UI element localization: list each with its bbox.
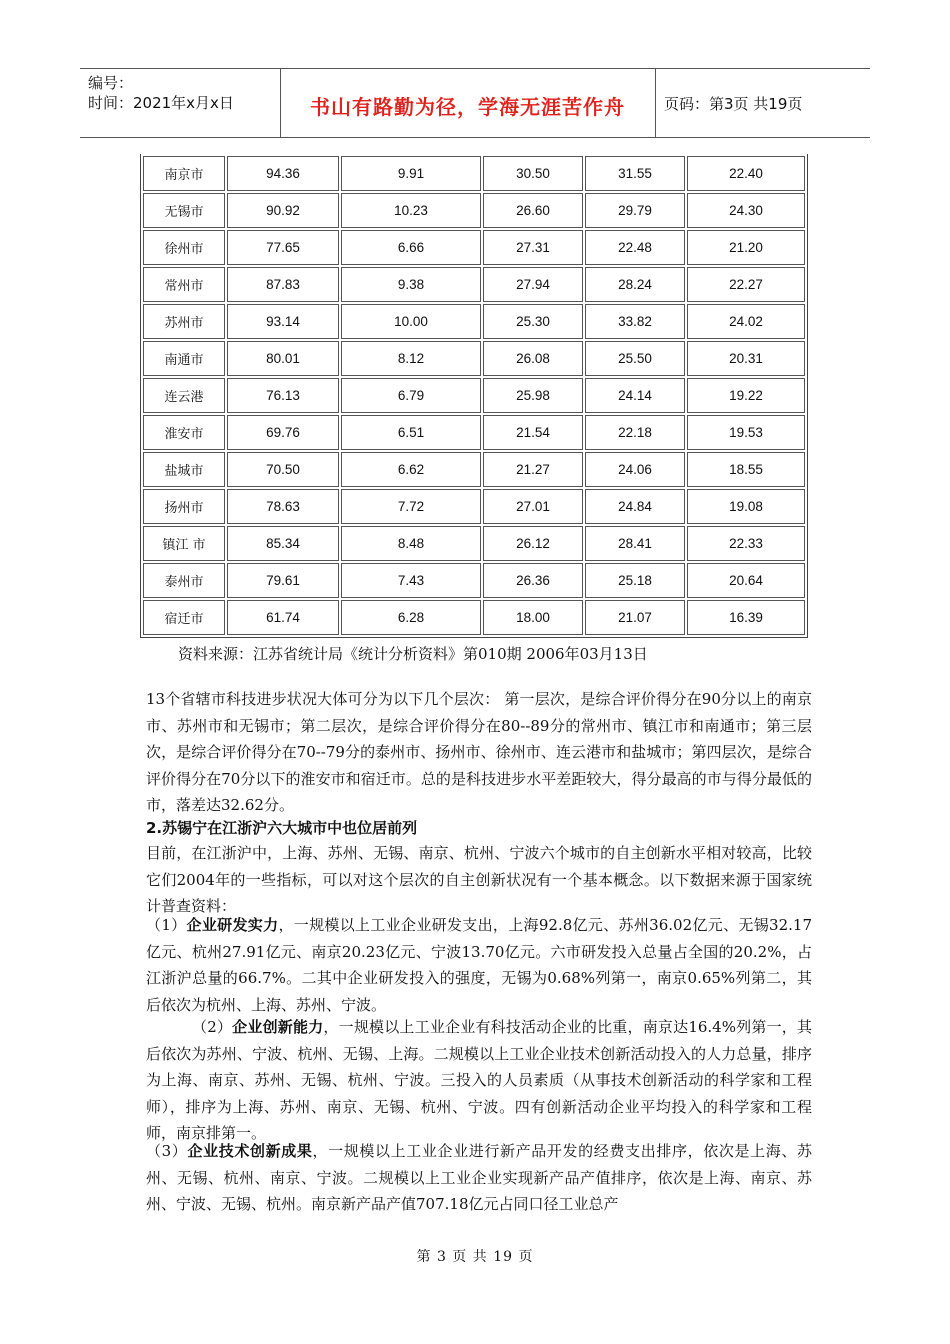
item-title: 企业研发实力 [186,916,279,934]
page-footer: 第 3 页 共 19 页 [416,1249,534,1265]
value-cell: 27.94 [483,267,583,302]
value-cell: 19.22 [687,378,805,413]
value-cell: 76.13 [227,378,339,413]
value-cell: 6.51 [341,415,481,450]
city-name-cell: 扬州市 [143,489,225,524]
value-cell: 31.55 [585,156,685,191]
value-cell: 29.79 [585,193,685,228]
paragraph-tiers: 13个省辖市科技进步状况大体可分为以下几个层次： 第一层次，是综合评价得分在90分以上的南京市、苏州市和无锡市；第二层次，是综合评价得分在80--89分的常州市、镇江市和南通市；第三层次，是综合评价得分在70--79分的泰州市、扬州市、徐州市、连云港市和盐城市；第四层次，是综合评价得分在70分以下的淮安市和宿迁市。总的是科技进步水平差距较大，得分最高的市与得分最低的市，落差达32.62分。 [146,690,812,814]
item-text: ，一规模以上工业企业研发支出，上海92.8亿元、苏州36.02亿元、无锡32.17亿元、杭州27.91亿元、南京20.23亿元、宁波13.70亿元。六市研发投入总量占全国的20.2%，占江浙沪总量的66.7%。二其中企业研发投入的强度，无锡为0.68%列第一，南京0.65%列第二，其后依次为杭州、上海、苏州、宁波。 [146,916,812,1014]
value-cell: 25.98 [483,378,583,413]
time-label: 时间：2021年x月x日 [88,94,234,112]
value-cell: 18.55 [687,452,805,487]
value-cell: 87.83 [227,267,339,302]
paragraph-innovation-ability [146,1014,812,1147]
value-cell: 18.00 [483,600,583,635]
header-meta [88,73,234,113]
value-cell: 10.23 [341,193,481,228]
value-cell: 28.24 [585,267,685,302]
value-cell: 6.66 [341,230,481,265]
value-cell: 22.40 [687,156,805,191]
value-cell: 27.31 [483,230,583,265]
table-row [143,415,805,450]
item-number: （1） [146,916,187,934]
value-cell: 93.14 [227,304,339,339]
value-cell: 80.01 [227,341,339,376]
header-motto: 书山有路勤为径，学海无涯苦作舟 [310,95,625,119]
city-name-cell: 徐州市 [143,230,225,265]
section-heading: 2.苏锡宁在江浙沪六大城市中也位居前列 [146,819,418,837]
value-cell: 25.18 [585,563,685,598]
page-number-label: 页码：第3页 共19页 [664,95,803,113]
paragraph-innovation-results [146,1138,812,1218]
value-cell: 20.64 [687,563,805,598]
value-cell: 9.38 [341,267,481,302]
value-cell: 69.76 [227,415,339,450]
table-row [143,267,805,302]
value-cell: 94.36 [227,156,339,191]
item-number: （3） [146,1142,188,1160]
city-name-cell: 南京市 [143,156,225,191]
value-cell: 21.54 [483,415,583,450]
value-cell: 22.18 [585,415,685,450]
table-body [143,156,805,635]
value-cell: 24.06 [585,452,685,487]
value-cell: 26.36 [483,563,583,598]
table-source: 资料来源：江苏省统计局《统计分析资料》第010期 2006年03月13日 [178,645,648,663]
value-cell: 22.33 [687,526,805,561]
value-cell: 24.84 [585,489,685,524]
city-score-table [140,154,808,638]
table-row [143,526,805,561]
value-cell: 22.27 [687,267,805,302]
value-cell: 70.50 [227,452,339,487]
header-divider [655,69,656,137]
table-row [143,563,805,598]
value-cell: 78.63 [227,489,339,524]
item-title: 企业创新能力 [232,1018,324,1036]
table-row [143,193,805,228]
value-cell: 61.74 [227,600,339,635]
item-text: ，一规模以上工业企业进行新产品开发的经费支出排序，依次是上海、苏州、无锡、杭州、南京、宁波。二规模以上工业企业实现新产品产值排序，依次是上海、南京、苏州、宁波、无锡、杭州。南京新产品产值707.18亿元占同口径工业总产 [146,1142,812,1213]
page-header [80,68,870,138]
value-cell: 21.27 [483,452,583,487]
city-name-cell: 泰州市 [143,563,225,598]
city-name-cell: 淮安市 [143,415,225,450]
value-cell: 33.82 [585,304,685,339]
value-cell: 26.12 [483,526,583,561]
value-cell: 7.43 [341,563,481,598]
value-cell: 26.08 [483,341,583,376]
value-cell: 6.79 [341,378,481,413]
value-cell: 6.28 [341,600,481,635]
value-cell: 6.62 [341,452,481,487]
city-name-cell: 苏州市 [143,304,225,339]
value-cell: 9.91 [341,156,481,191]
table-row [143,341,805,376]
table-row [143,230,805,265]
value-cell: 22.48 [585,230,685,265]
city-name-cell: 镇江 市 [143,526,225,561]
value-cell: 10.00 [341,304,481,339]
city-name-cell: 南通市 [143,341,225,376]
table-row [143,378,805,413]
value-cell: 19.53 [687,415,805,450]
city-name-cell: 连云港 [143,378,225,413]
value-cell: 30.50 [483,156,583,191]
city-name-cell: 盐城市 [143,452,225,487]
table-row [143,304,805,339]
value-cell: 20.31 [687,341,805,376]
value-cell: 21.07 [585,600,685,635]
value-cell: 25.30 [483,304,583,339]
value-cell: 79.61 [227,563,339,598]
table-row [143,452,805,487]
value-cell: 8.48 [341,526,481,561]
value-cell: 7.72 [341,489,481,524]
item-title: 企业技术创新成果 [187,1142,313,1160]
value-cell: 16.39 [687,600,805,635]
value-cell: 27.01 [483,489,583,524]
city-name-cell: 宿迁市 [143,600,225,635]
paragraph-intro: 目前，在江浙沪中，上海、苏州、无锡、南京、杭州、宁波六个城市的自主创新水平相对较高，比较它们2004年的一些指标，可以对这个层次的自主创新状况有一个基本概念。以下数据来源于国家统计普查资料： [146,844,812,915]
table-row [143,600,805,635]
value-cell: 26.60 [483,193,583,228]
value-cell: 8.12 [341,341,481,376]
item-text: ，一规模以上工业企业有科技活动企业的比重，南京达16.4%列第一，其后依次为苏州、宁波、杭州、无锡、上海。二规模以上工业企业技术创新活动投入的人力总量，排序为上海、南京、苏州、无锡、杭州、宁波。三投入的人员素质（从事技术创新活动的科学家和工程师），排序为上海、苏州、南京、无锡、杭州、宁波。四有创新活动企业平均投入的科学家和工程师，南京排第一。 [146,1018,812,1142]
value-cell: 25.50 [585,341,685,376]
value-cell: 85.34 [227,526,339,561]
value-cell: 19.08 [687,489,805,524]
value-cell: 21.20 [687,230,805,265]
value-cell: 24.02 [687,304,805,339]
value-cell: 77.65 [227,230,339,265]
value-cell: 24.30 [687,193,805,228]
value-cell: 90.92 [227,193,339,228]
city-name-cell: 无锡市 [143,193,225,228]
value-cell: 28.41 [585,526,685,561]
value-cell: 24.14 [585,378,685,413]
table-row [143,489,805,524]
paragraph-rd-strength [146,912,812,1018]
item-number: （2） [192,1018,233,1036]
number-label: 编号： [88,74,134,92]
city-name-cell: 常州市 [143,267,225,302]
table-row [143,156,805,191]
